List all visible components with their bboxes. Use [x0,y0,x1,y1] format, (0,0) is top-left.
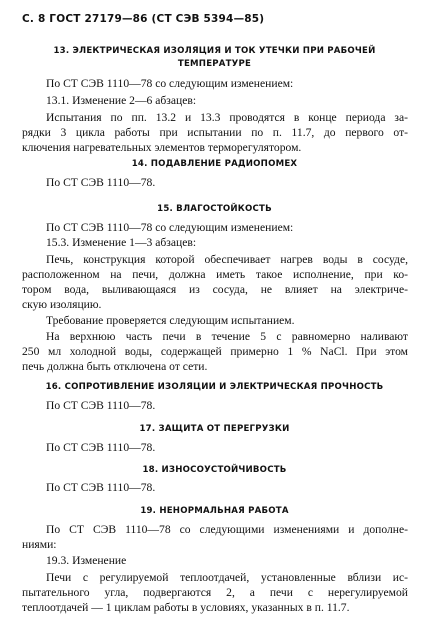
section-15-para-1-line-1: Печь, конструкция которой обеспечивает нагрев воды в сосуде, [46,253,408,266]
section-15-para-3-line-1: На верхнюю часть печи в течение 5 с равномерно наливают [46,330,408,343]
section-13-change: 13.1. Изменение 2—6 абзацев: [46,94,197,107]
section-15-para-1-line-2: расположенном на печи, должна иметь такое исполнение, при ко- [22,268,408,281]
section-13-text-line-3: ключения нагревательных элементов терморегулятором. [22,141,302,154]
section-15-change: 15.3. Изменение 1—3 абзацев: [46,236,197,249]
page-header: С. 8 ГОСТ 27179—86 (СТ СЭВ 5394—85) [22,13,265,25]
section-15-para-3-line-2: 250 мл холодной воды, содержащей примерно 1 % NaCl. При этом [22,345,408,358]
section-17-title: 17. ЗАЩИТА ОТ ПЕРЕГРУЗКИ [139,424,290,434]
section-16-reference: По СТ СЭВ 1110—78. [46,399,156,412]
section-13-title-line-1: 13. ЭЛЕКТРИЧЕСКАЯ ИЗОЛЯЦИЯ И ТОК УТЕЧКИ ПРИ РАБОЧЕЙ [53,46,376,56]
section-19-text-line-3: теплоотдачей — 1 циклам работы в условиях, указанных в п. 11.7. [22,601,350,614]
section-15-reference: По СТ СЭВ 1110—78 со следующим изменением: [46,221,294,234]
section-14-title: 14. ПОДАВЛЕНИЕ РАДИОПОМЕХ [131,159,298,169]
section-17-reference: По СТ СЭВ 1110—78. [46,441,156,454]
section-18-reference: По СТ СЭВ 1110—78. [46,481,156,494]
section-13-reference: По СТ СЭВ 1110—78 со следующим изменением: [46,77,294,90]
section-19-text-line-2: пытательного угла, подвергаются 2, а печи с нерегулируемой [22,586,408,599]
section-15-para-1-line-4: скую изоляцию. [22,298,102,311]
section-13-text-line-1: Испытания по пп. 13.2 и 13.3 проводятся в конце периода за- [46,111,408,124]
section-19-text-line-1: Печи с регулируемой теплоотдачей, установленные вблизи ис- [46,571,408,584]
section-15-para-3-line-3: печь должна быть отключена от сети. [22,360,208,373]
section-19-reference-line-2: ниями: [22,538,57,551]
section-15-para-1-line-3: тором вода, выливающаяся из сосуда, не влияет на электриче- [22,283,408,296]
section-16-title: 16. СОПРОТИВЛЕНИЕ ИЗОЛЯЦИИ И ЭЛЕКТРИЧЕСКАЯ ПРОЧНОСТЬ [45,382,384,392]
section-18-title: 18. ИЗНОСОУСТОЙЧИВОСТЬ [142,465,287,475]
section-15-title: 15. ВЛАГОСТОЙКОСТЬ [157,204,272,214]
section-19-reference-line-1: По СТ СЭВ 1110—78 со следующими изменениями и дополне- [46,523,408,536]
section-19-change: 19.3. Изменение [46,554,127,567]
section-15-para-2: Требование проверяется следующим испытанием. [46,314,295,327]
section-19-title: 19. НЕНОРМАЛЬНАЯ РАБОТА [140,506,289,516]
section-14-reference: По СТ СЭВ 1110—78. [46,176,156,189]
section-13-title-line-2: ТЕМПЕРАТУРЕ [177,59,252,69]
section-13-text-line-2: рядки 3 цикла работы при испытании по п. 11.7, до первого от- [22,126,408,139]
